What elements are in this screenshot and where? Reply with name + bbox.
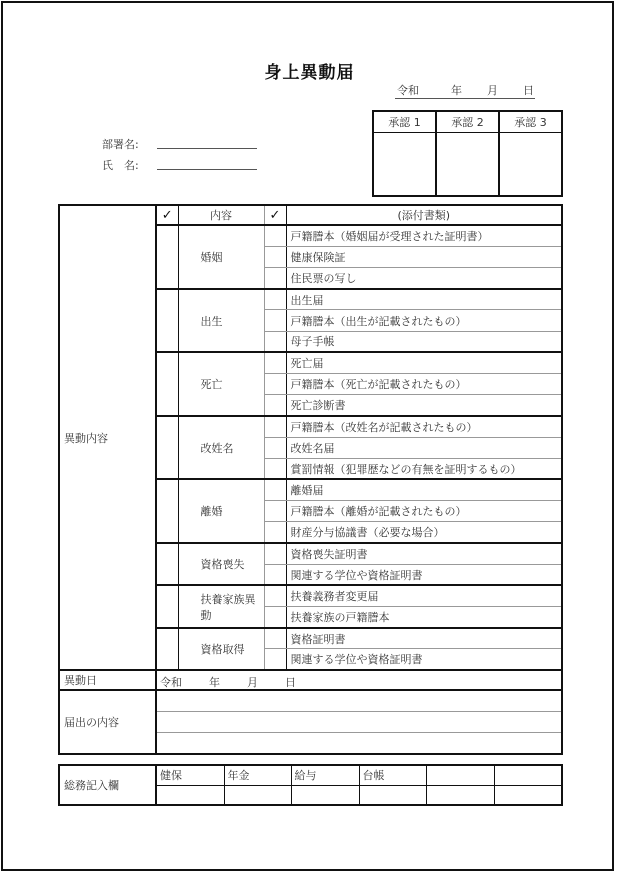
admin-input-health-insurance[interactable] — [156, 785, 224, 805]
doc-checkbox[interactable] — [264, 331, 286, 352]
attachment-item: 戸籍謄本（死亡が記載されたもの） — [286, 373, 562, 394]
category-birth: 出生 — [178, 289, 264, 353]
doc-checkbox[interactable] — [264, 458, 286, 479]
change-date-year-label: 年 — [209, 676, 220, 690]
date-month-label: 月 — [487, 84, 498, 97]
approval-header-1: 承認 1 — [373, 111, 436, 132]
attachment-item: 出生届 — [286, 289, 562, 310]
attachment-item: 資格証明書 — [286, 628, 562, 649]
admin-col-salary: 給与 — [291, 765, 359, 785]
attachment-item: 死亡診断書 — [286, 395, 562, 416]
notification-content-line-1[interactable] — [156, 690, 562, 711]
attachment-item: 死亡届 — [286, 352, 562, 373]
category-dependent-change: 扶養家族異動 — [178, 585, 264, 627]
date-day-label: 日 — [523, 84, 534, 97]
attachment-item: 母子手帳 — [286, 331, 562, 352]
category-death: 死亡 — [178, 352, 264, 416]
category-name-change: 改姓名 — [178, 416, 264, 480]
checkbox-qualification-loss[interactable] — [156, 543, 178, 585]
doc-checkbox[interactable] — [264, 649, 286, 670]
change-content-label: 異動内容 — [59, 205, 156, 670]
checkbox-dependent-change[interactable] — [156, 585, 178, 627]
admin-input-ledger[interactable] — [359, 785, 426, 805]
content-header: 内容 — [178, 205, 264, 225]
doc-checkbox[interactable] — [264, 628, 286, 649]
approval-header-3: 承認 3 — [499, 111, 562, 132]
checkbox-birth[interactable] — [156, 289, 178, 353]
category-marriage: 婚姻 — [178, 225, 264, 289]
notification-content-label: 届出の内容 — [59, 690, 156, 754]
attachment-item: 賞罰情報（犯罪歴などの有無を証明するもの） — [286, 458, 562, 479]
date-year-label: 年 — [451, 84, 462, 97]
doc-checkbox[interactable] — [264, 522, 286, 543]
admin-input-pension[interactable] — [224, 785, 291, 805]
department-label: 部署名: — [102, 138, 139, 151]
admin-use-table — [58, 764, 563, 806]
change-details-table — [58, 204, 563, 755]
doc-checkbox[interactable] — [264, 352, 286, 373]
attachment-item: 関連する学位や資格証明書 — [286, 564, 562, 585]
admin-input-blank-2[interactable] — [494, 785, 562, 805]
doc-checkbox[interactable] — [264, 416, 286, 437]
attachment-item: 財産分与協議書（必要な場合） — [286, 522, 562, 543]
admin-col-blank-1 — [426, 765, 494, 785]
attachment-item: 戸籍謄本（離婚が記載されたもの） — [286, 501, 562, 522]
admin-input-salary[interactable] — [291, 785, 359, 805]
doc-checkbox[interactable] — [264, 437, 286, 458]
checkbox-qualification-acquired[interactable] — [156, 628, 178, 670]
attachment-item: 戸籍謄本（出生が記載されたもの） — [286, 310, 562, 331]
doc-checkbox[interactable] — [264, 564, 286, 585]
attachment-item: 扶養義務者変更届 — [286, 585, 562, 606]
date-era: 令和 — [397, 84, 419, 97]
checkbox-marriage[interactable] — [156, 225, 178, 289]
doc-checkbox[interactable] — [264, 225, 286, 246]
category-divorce: 離婚 — [178, 479, 264, 543]
attachment-item: 関連する学位や資格証明書 — [286, 649, 562, 670]
attachment-item: 健康保険証 — [286, 246, 562, 267]
checkbox-death[interactable] — [156, 352, 178, 416]
attachments-header: (添付書類) — [286, 205, 562, 225]
approval-header-2: 承認 2 — [436, 111, 499, 132]
attachment-item: 住民票の写し — [286, 268, 562, 289]
change-date-label: 異動日 — [59, 670, 156, 690]
approval-table — [372, 110, 563, 197]
change-date-day-label: 日 — [285, 676, 296, 690]
category-qualification-acquired: 資格取得 — [178, 628, 264, 670]
department-field — [102, 136, 139, 152]
name-input-line[interactable] — [157, 169, 257, 170]
doc-checkbox[interactable] — [264, 585, 286, 606]
doc-checkbox[interactable] — [264, 395, 286, 416]
category-qualification-loss: 資格喪失 — [178, 543, 264, 585]
attachment-item: 改姓名届 — [286, 437, 562, 458]
doc-checkbox[interactable] — [264, 607, 286, 628]
change-date-month-label: 月 — [247, 676, 258, 690]
department-input-line[interactable] — [157, 148, 257, 149]
admin-col-health-insurance: 健保 — [156, 765, 224, 785]
admin-col-blank-2 — [494, 765, 562, 785]
doc-checkbox[interactable] — [264, 268, 286, 289]
doc-checkbox[interactable] — [264, 543, 286, 564]
checkbox-divorce[interactable] — [156, 479, 178, 543]
doc-checkbox[interactable] — [264, 310, 286, 331]
notification-content-line-2[interactable] — [156, 711, 562, 732]
doc-checkbox[interactable] — [264, 373, 286, 394]
approval-stamp-box-3[interactable] — [499, 132, 562, 196]
check-header-2: ✓ — [264, 205, 286, 225]
admin-section-label: 総務記入欄 — [59, 765, 156, 805]
notification-content-line-3[interactable] — [156, 733, 562, 754]
doc-checkbox[interactable] — [264, 289, 286, 310]
admin-input-blank-1[interactable] — [426, 785, 494, 805]
submission-date[interactable] — [395, 82, 535, 99]
admin-col-ledger: 台帳 — [359, 765, 426, 785]
admin-col-pension: 年金 — [224, 765, 291, 785]
doc-checkbox[interactable] — [264, 479, 286, 500]
attachment-item: 離婚届 — [286, 479, 562, 500]
change-date-era: 令和 — [160, 676, 182, 690]
checkbox-name-change[interactable] — [156, 416, 178, 480]
attachment-item: 戸籍謄本（改姓名が記載されたもの） — [286, 416, 562, 437]
check-header-1: ✓ — [156, 205, 178, 225]
attachment-item: 扶養家族の戸籍謄本 — [286, 607, 562, 628]
name-label: 氏 名: — [102, 159, 139, 172]
approval-stamp-box-2[interactable] — [436, 132, 499, 196]
form-title: 身上異動届 — [264, 63, 355, 83]
attachment-item: 戸籍謄本（婚姻届が受理された証明書） — [286, 225, 562, 246]
change-date-field[interactable] — [156, 670, 562, 690]
attachment-item: 資格喪失証明書 — [286, 543, 562, 564]
doc-checkbox[interactable] — [264, 501, 286, 522]
approval-stamp-box-1[interactable] — [373, 132, 436, 196]
doc-checkbox[interactable] — [264, 246, 286, 267]
name-field — [102, 157, 139, 173]
